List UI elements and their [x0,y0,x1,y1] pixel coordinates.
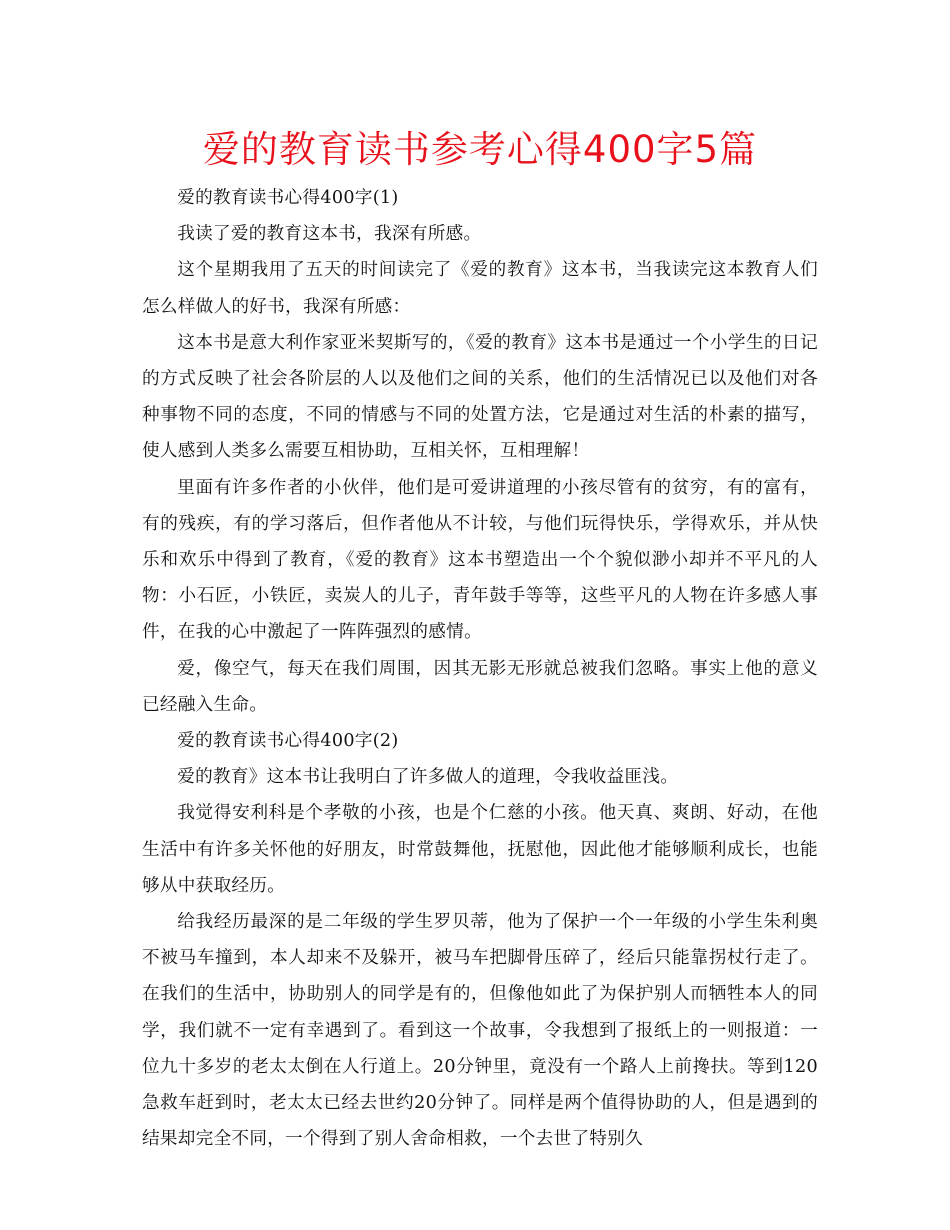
paragraph: 爱，像空气，每天在我们周围，因其无影无形就总被我们忽略。事实上他的意义已经融入生命。 [142,658,818,715]
paragraph: 这个星期我用了五天的时间读完了《爱的教育》这本书，当我读完这本教育人们怎么样做人的好书，我深有所感： [142,260,818,317]
paragraph: 里面有许多作者的小伙伴，他们是可爱讲道理的小孩尽管有的贫穷，有的富有，有的残疾，有的学习落后，但作者他从不计较，与他们玩得快乐，学得欢乐，并从快乐和欢乐中得到了教育，《爱的教育》这本书塑造出一个个貌似渺小却并不平凡的人物：小石匠，小铁匠，卖炭人的儿子，青年鼓手等等，这些平凡的人物在许多感人事件，在我的心中激起了一阵阵强烈的感情。 [142,477,818,643]
document-title: 爱的教育读书参考心得400字5篇 [202,128,758,171]
section-heading-1: 爱的教育读书心得400字(1) [177,188,399,208]
paragraph: 给我经历最深的是二年级的学生罗贝蒂，他为了保护一个一年级的小学生朱利奥不被马车撞到，本人却来不及躲开，被马车把脚骨压碎了，经后只能靠拐杖行走了。在我们的生活中，协助别人的同学是有的，但像他如此了为保护别人而牺牲本人的同学，我们就不一定有幸遇到了。看到这一个故事，令我想到了报纸上的一则报道：一位九十多岁的老太太倒在人行道上。20分钟里，竟没有一个路人上前搀扶。等到120急救车赶到时，老太太已经去世约20分钟了。同样是两个值得协助的人，但是遇到的结果却完全不同，一个得到了别人舍命相救，一个去世了特别久 [142,912,818,1150]
paragraph: 我觉得安利科是个孝敬的小孩，也是个仁慈的小孩。他天真、爽朗、好动，在他生活中有许多关怀他的好朋友，时常鼓舞他，抚慰他，因此他才能够顺利成长，也能够从中获取经历。 [142,803,818,896]
paragraph: 这本书是意大利作家亚米契斯写的，《爱的教育》这本书是通过一个小学生的日记的方式反映了社会各阶层的人以及他们之间的关系，他们的生活情况已以及他们对各种事物不同的态度，不同的情感与不同的处置方法，它是通过对生活的朴素的描写，使人感到人类多么需要互相协助，互相关怀，互相理解！ [142,332,818,462]
section-heading-2: 爱的教育读书心得400字(2) [177,731,399,752]
document-body [142,180,818,1157]
paragraph: 爱的教育》这本书让我明白了许多做人的道理，令我收益匪浅。 [177,767,679,788]
paragraph: 我读了爱的教育这本书，我深有所感。 [177,224,482,245]
